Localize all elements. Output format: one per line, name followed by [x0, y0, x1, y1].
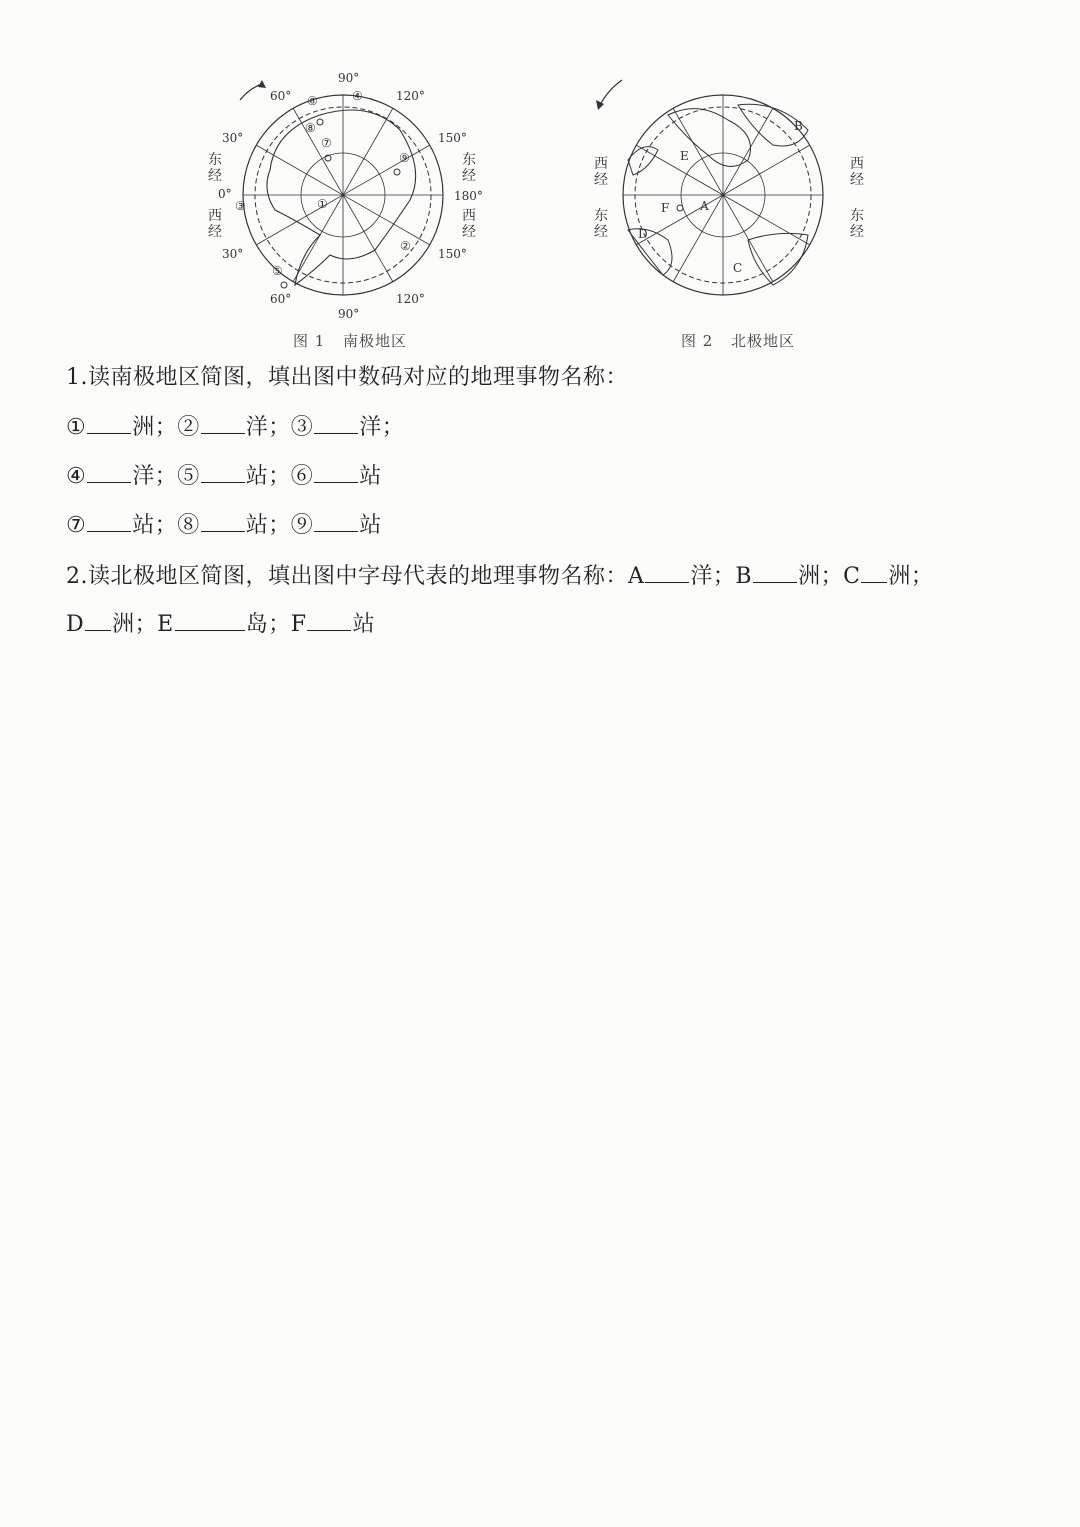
- figure-1-caption: [200, 330, 500, 351]
- marker-f: F: [661, 201, 670, 215]
- lon-label: 60°: [270, 292, 292, 306]
- rotation-arrow-icon: [258, 80, 266, 88]
- marker-4: ④: [352, 89, 363, 103]
- lon-label: 120°: [396, 89, 425, 103]
- lon-label: 180°: [454, 189, 483, 203]
- svg-text:经: 经: [462, 168, 476, 184]
- arctic-map: [588, 60, 888, 325]
- answer-blank[interactable]: [314, 509, 358, 532]
- svg-text:西: 西: [850, 156, 864, 172]
- lon-label: 90°: [338, 307, 360, 321]
- lon-label: 120°: [396, 292, 425, 306]
- svg-text:经: 经: [850, 224, 864, 240]
- caption-number: 图 1: [292, 332, 326, 350]
- svg-text:经: 经: [462, 224, 476, 240]
- lon-label: 0°: [218, 187, 232, 201]
- svg-text:经: 经: [208, 168, 222, 184]
- svg-text:东: 东: [208, 152, 222, 168]
- answer-blank[interactable]: [87, 411, 131, 434]
- svg-text:东: 东: [462, 152, 476, 168]
- svg-text:西: 西: [594, 156, 608, 172]
- answer-blank[interactable]: [87, 509, 131, 532]
- marker-b: B: [794, 119, 803, 133]
- question-1-line-2: ④ 洋；⑤ 站；⑥ 站: [66, 460, 382, 492]
- svg-text:西: 西: [462, 208, 476, 224]
- antarctic-map-figure: [200, 60, 500, 352]
- caption-title: 北极地区: [731, 332, 796, 350]
- marker-5: ⑤: [272, 264, 283, 278]
- svg-text:经: 经: [850, 172, 864, 188]
- question-1-intro: 1.读南极地区简图，填出图中数码对应的地理事物名称：: [66, 365, 628, 390]
- caption-number: 图 2: [680, 332, 714, 350]
- answer-blank[interactable]: [201, 411, 245, 434]
- lon-label: 30°: [222, 247, 244, 261]
- answer-blank[interactable]: [314, 411, 358, 434]
- lon-label: 60°: [270, 89, 292, 103]
- marker-c: C: [733, 261, 743, 275]
- question-2-line-1: 2.读北极地区简图，填出图中字母代表的地理事物名称：A 洋；B 洲；C 洲；: [66, 560, 933, 592]
- figure-2-caption: [588, 330, 888, 351]
- marker-d: D: [638, 227, 648, 241]
- antarctic-map: [200, 60, 500, 325]
- answer-blank[interactable]: [87, 460, 131, 483]
- lon-label: 150°: [438, 247, 467, 261]
- caption-title: 南极地区: [343, 332, 408, 350]
- answer-blank[interactable]: [85, 608, 111, 631]
- arctic-map-figure: [588, 60, 888, 352]
- svg-text:东: 东: [850, 208, 864, 224]
- answer-blank[interactable]: [645, 560, 689, 583]
- svg-text:经: 经: [594, 172, 608, 188]
- svg-text:东: 东: [594, 208, 608, 224]
- marker-7: ⑦: [321, 136, 332, 150]
- answer-blank[interactable]: [307, 608, 351, 631]
- lon-label: 90°: [338, 71, 360, 85]
- question-2-line-2: D 洲；E 岛；F 站: [66, 608, 375, 640]
- svg-text:西: 西: [208, 208, 222, 224]
- answer-blank[interactable]: [201, 509, 245, 532]
- marker-3: ③: [235, 199, 246, 213]
- svg-text:经: 经: [594, 224, 608, 240]
- answer-blank[interactable]: [314, 460, 358, 483]
- lon-label: 30°: [222, 131, 244, 145]
- rotation-arrow-icon: [596, 100, 604, 110]
- answer-blank[interactable]: [753, 560, 797, 583]
- marker-9: ⑨: [399, 151, 410, 165]
- marker-2: ②: [400, 239, 411, 253]
- marker-8: ⑧: [305, 121, 316, 135]
- question-1-line-1: ① 洲；② 洋；③ 洋；: [66, 411, 404, 443]
- marker-e: E: [680, 149, 689, 163]
- question-1-line-3: ⑦ 站；⑧ 站；⑨ 站: [66, 509, 382, 541]
- answer-blank[interactable]: [861, 560, 887, 583]
- marker-1: ①: [317, 197, 328, 211]
- answer-blank[interactable]: [175, 608, 245, 631]
- marker-6: ⑥: [307, 94, 318, 108]
- lon-label: 150°: [438, 131, 467, 145]
- marker-a: A: [700, 199, 709, 213]
- svg-text:经: 经: [208, 224, 222, 240]
- answer-blank[interactable]: [201, 460, 245, 483]
